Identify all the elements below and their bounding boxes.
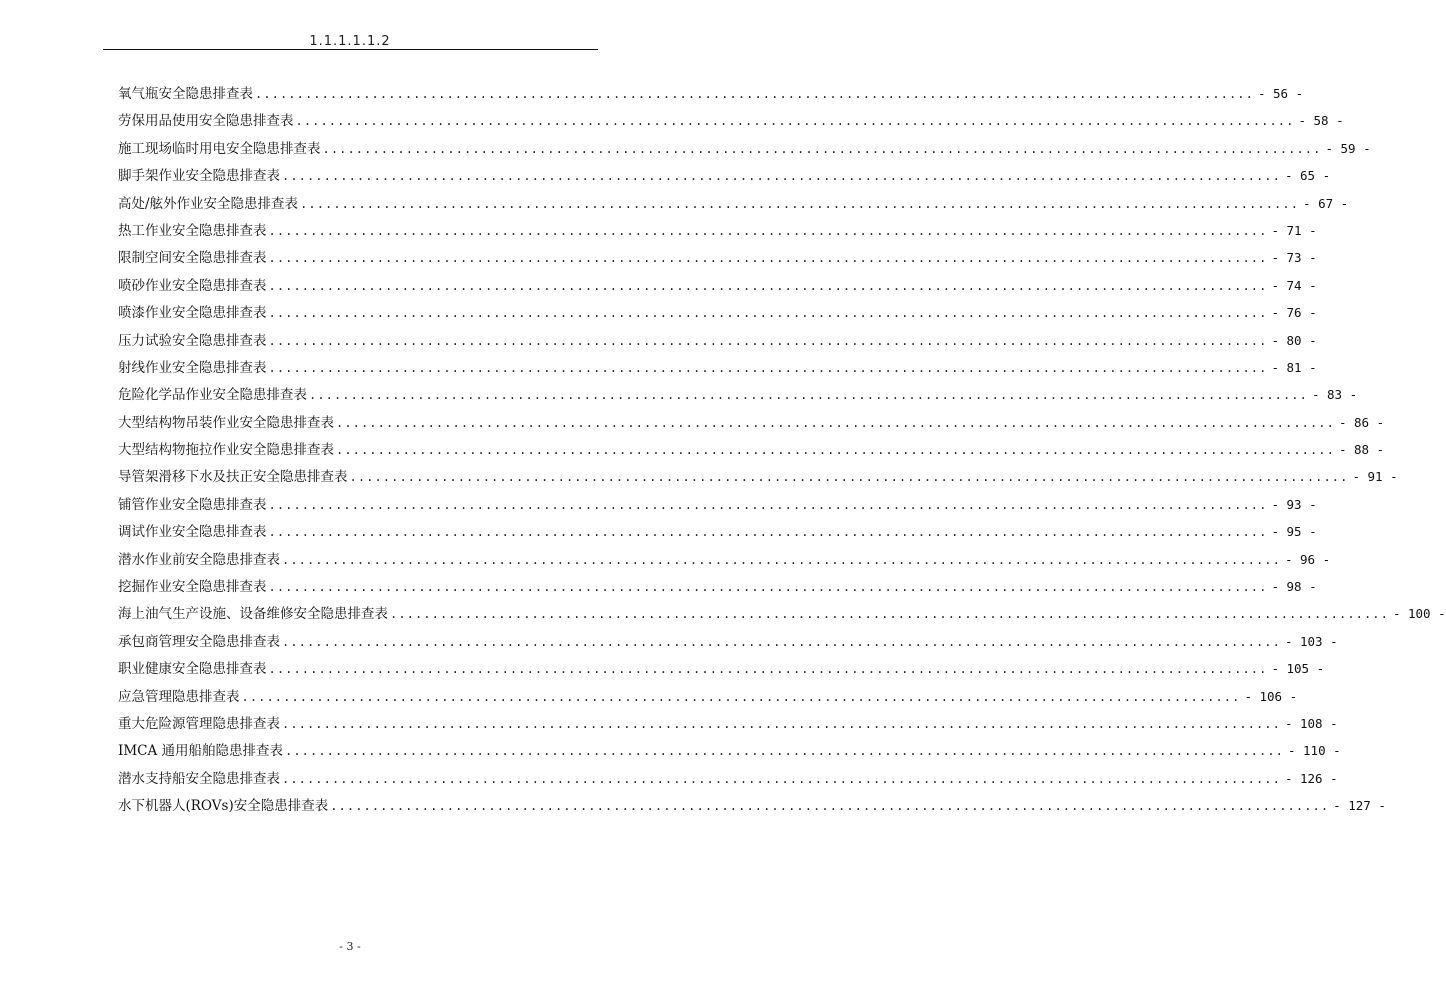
header-rule bbox=[103, 49, 598, 50]
toc-entry-title: 重大危险源管理隐患排查表 bbox=[118, 715, 280, 732]
toc-leader-dots: ........................................................................................................................ bbox=[282, 552, 1281, 567]
toc-leader-dots: ........................................................................................................................ bbox=[268, 360, 1268, 375]
toc-entry-page: - 81 - bbox=[1271, 359, 1317, 375]
toc-entry[interactable] bbox=[118, 327, 1317, 354]
toc-entry[interactable] bbox=[118, 765, 1338, 792]
toc-entry[interactable] bbox=[118, 190, 1349, 217]
toc-entry-title: 热工作业安全隐患排查表 bbox=[118, 222, 267, 239]
toc-entry[interactable] bbox=[118, 244, 1317, 271]
toc-entry-title: 喷漆作业安全隐患排查表 bbox=[118, 305, 267, 322]
toc-entry-page: - 126 - bbox=[1284, 770, 1338, 786]
toc-entry-title: 导管架滑移下水及扶正安全隐患排查表 bbox=[118, 469, 348, 486]
toc-entry-page: - 93 - bbox=[1271, 496, 1317, 512]
toc-entry-page: - 59 - bbox=[1325, 140, 1371, 156]
toc-leader-dots: ........................................................................................................................ bbox=[268, 525, 1268, 540]
toc-leader-dots: ........................................................................................................................ bbox=[268, 580, 1268, 595]
toc-entry[interactable] bbox=[118, 463, 1398, 490]
toc-entry[interactable] bbox=[118, 162, 1331, 189]
toc-entry[interactable] bbox=[118, 135, 1371, 162]
toc-entry-page: - 127 - bbox=[1333, 798, 1386, 814]
toc-leader-dots: ........................................................................................................................ bbox=[255, 87, 1254, 101]
toc-leader-dots: ........................................................................................................................ bbox=[349, 470, 1349, 485]
toc-leader-dots: ........................................................................................................................ bbox=[282, 716, 1281, 731]
toc-entry[interactable] bbox=[118, 80, 1304, 107]
toc-leader-dots: ........................................................................................................................ bbox=[268, 662, 1268, 677]
toc-entry-title: 喷砂作业安全隐患排查表 bbox=[118, 277, 267, 294]
toc-entry-title: 调试作业安全隐患排查表 bbox=[118, 524, 267, 541]
toc-leader-dots: ........................................................................................................................ bbox=[336, 415, 1335, 430]
toc-entry[interactable] bbox=[118, 299, 1317, 326]
toc-leader-dots: ........................................................................................................................ bbox=[295, 114, 1295, 129]
toc-entry-title: 铺管作业安全隐患排查表 bbox=[118, 496, 267, 513]
toc-entry[interactable] bbox=[118, 518, 1317, 545]
toc-entry-page: - 83 - bbox=[1311, 387, 1358, 403]
toc-entry-title: 潜水支持船安全隐患排查表 bbox=[118, 770, 280, 787]
toc-entry-title: IMCA 通用船舶隐患排查表 bbox=[118, 743, 284, 760]
toc-entry-title: 射线作业安全隐患排查表 bbox=[118, 359, 267, 376]
toc-leader-dots: ........................................................................................................................ bbox=[336, 443, 1335, 458]
toc-entry-title: 高处/舷外作业安全隐患排查表 bbox=[118, 195, 299, 212]
toc-leader-dots: ........................................................................................................................ bbox=[300, 196, 1300, 211]
toc-entry-title: 挖掘作业安全隐患排查表 bbox=[118, 579, 267, 596]
toc-entry-page: - 67 - bbox=[1303, 195, 1349, 211]
toc-entry-title: 劳保用品使用安全隐患排查表 bbox=[118, 113, 294, 130]
toc-entry-title: 氧气瓶安全隐患排查表 bbox=[118, 86, 253, 102]
toc-leader-dots: ........................................................................................................................ bbox=[268, 223, 1268, 238]
toc-entry-title: 大型结构物吊装作业安全隐患排查表 bbox=[118, 414, 334, 431]
toc-entry[interactable] bbox=[118, 737, 1341, 764]
toc-entry-title: 应急管理隐患排查表 bbox=[118, 688, 240, 705]
toc-entry[interactable] bbox=[118, 600, 1446, 627]
toc-entry-title: 脚手架作业安全隐患排查表 bbox=[118, 168, 280, 185]
toc-leader-dots: ........................................................................................................................ bbox=[268, 306, 1268, 321]
toc-entry-page: - 71 - bbox=[1271, 222, 1317, 238]
toc-leader-dots: ........................................................................................................................ bbox=[241, 689, 1241, 704]
toc-leader-dots: ........................................................................................................................ bbox=[282, 169, 1281, 184]
toc-entry-page: - 96 - bbox=[1284, 551, 1331, 567]
toc-entry[interactable] bbox=[118, 573, 1317, 600]
toc-entry-page: - 103 - bbox=[1284, 633, 1338, 649]
toc-entry-page: - 106 - bbox=[1244, 688, 1298, 704]
toc-entry-page: - 110 - bbox=[1287, 743, 1341, 759]
toc-entry[interactable] bbox=[118, 710, 1338, 737]
toc-entry-title: 施工现场临时用电安全隐患排查表 bbox=[118, 140, 321, 157]
toc-leader-dots: ........................................................................................................................ bbox=[285, 744, 1284, 759]
toc-leader-dots: ........................................................................................................................ bbox=[390, 607, 1389, 622]
toc-entry-page: - 100 - bbox=[1392, 606, 1446, 622]
toc-entry-title: 危险化学品作业安全隐患排查表 bbox=[118, 387, 307, 404]
footer-page-number: - 3 - bbox=[339, 940, 361, 953]
toc-entry[interactable] bbox=[118, 628, 1338, 655]
toc-entry-page: - 108 - bbox=[1284, 715, 1338, 731]
toc-entry-title: 潜水作业前安全隐患排查表 bbox=[118, 551, 280, 568]
toc-entry[interactable] bbox=[118, 409, 1385, 436]
toc-entry[interactable] bbox=[118, 272, 1317, 299]
toc-entry-page: - 105 - bbox=[1271, 661, 1325, 677]
toc-leader-dots: ........................................................................................................................ bbox=[282, 634, 1281, 649]
toc-entry-page: - 76 - bbox=[1271, 305, 1317, 321]
toc-leader-dots: ........................................................................................................................ bbox=[268, 251, 1268, 266]
toc-entry[interactable] bbox=[118, 792, 1386, 819]
toc-entry[interactable] bbox=[118, 436, 1385, 463]
toc-entry[interactable] bbox=[118, 107, 1344, 134]
toc-entry[interactable] bbox=[118, 491, 1317, 518]
toc-entry-page: - 88 - bbox=[1338, 442, 1385, 458]
toc-leader-dots: ........................................................................................................................ bbox=[330, 799, 1330, 814]
toc-leader-dots: ........................................................................................................................ bbox=[322, 141, 1322, 156]
toc-entry[interactable] bbox=[118, 354, 1317, 381]
toc-entry-page: - 91 - bbox=[1352, 469, 1398, 485]
toc-entry[interactable] bbox=[118, 217, 1317, 244]
toc-entry-title: 职业健康安全隐患排查表 bbox=[118, 661, 267, 678]
toc-entry-title: 承包商管理安全隐患排查表 bbox=[118, 633, 280, 650]
toc-entry[interactable] bbox=[118, 381, 1358, 408]
toc-entry-page: - 98 - bbox=[1271, 579, 1317, 595]
toc-entry-title: 大型结构物拖拉作业安全隐患排查表 bbox=[118, 442, 334, 459]
toc-leader-dots: ........................................................................................................................ bbox=[309, 388, 1308, 403]
toc-entry-title: 压力试验安全隐患排查表 bbox=[118, 332, 267, 349]
toc-entry[interactable] bbox=[118, 655, 1325, 682]
toc-leader-dots: ........................................................................................................................ bbox=[268, 497, 1268, 512]
toc-entry-page: - 95 - bbox=[1271, 524, 1317, 540]
table-of-contents bbox=[118, 80, 1446, 820]
toc-entry-page: - 80 - bbox=[1271, 332, 1317, 348]
toc-entry-title: 限制空间安全隐患排查表 bbox=[118, 250, 267, 267]
toc-entry-page: - 56 - bbox=[1257, 86, 1304, 101]
toc-entry[interactable] bbox=[118, 546, 1331, 573]
toc-leader-dots: ........................................................................................................................ bbox=[268, 333, 1268, 348]
toc-entry-page: - 65 - bbox=[1284, 168, 1331, 184]
toc-entry-page: - 86 - bbox=[1338, 414, 1385, 430]
toc-entry-title: 海上油气生产设施、设备维修安全隐患排查表 bbox=[118, 606, 388, 623]
toc-entry[interactable] bbox=[118, 683, 1298, 710]
toc-leader-dots: ........................................................................................................................ bbox=[282, 771, 1281, 786]
toc-entry-page: - 74 - bbox=[1271, 277, 1317, 293]
toc-entry-page: - 73 - bbox=[1271, 250, 1317, 266]
toc-entry-title: 水下机器人(ROVs)安全隐患排查表 bbox=[118, 798, 329, 815]
header-section-code: 1.1.1.1.1.2 bbox=[309, 34, 391, 49]
toc-entry-page: - 58 - bbox=[1298, 113, 1344, 129]
toc-leader-dots: ........................................................................................................................ bbox=[268, 278, 1268, 293]
